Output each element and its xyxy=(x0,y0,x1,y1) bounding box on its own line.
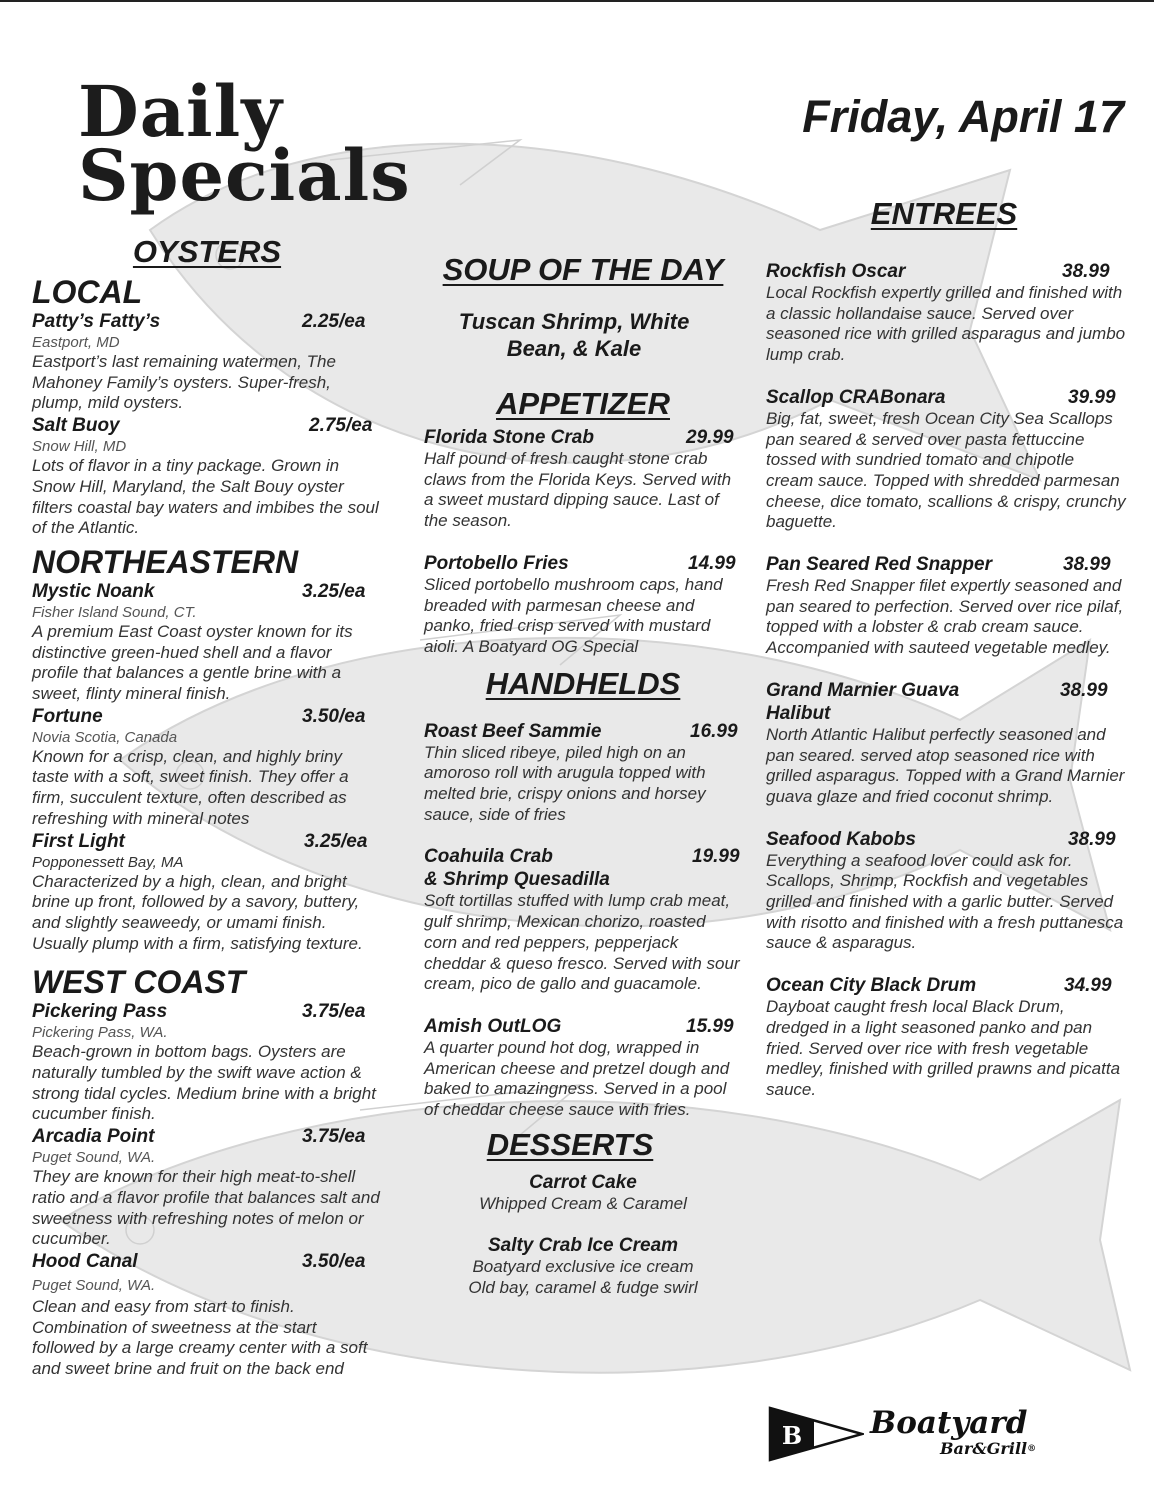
oysters-column xyxy=(32,234,382,1380)
item-description: A quarter pound hot dog, wrapped in American cheese and pretzel dough and baked to amazingness. Served in a pool of cheddar cheese sauce with fries. xyxy=(424,1037,730,1120)
item-name: Pickering Pass xyxy=(32,1001,168,1023)
appetizer-item xyxy=(424,552,742,658)
item-name: Fortune xyxy=(32,705,103,727)
item-description: Half pound of fresh caught stone crab claws from the Florida Keys. Served with a sweet mustard dipping sauce. Last of the season. xyxy=(424,449,732,531)
item-name: Salt Buoy xyxy=(32,415,120,437)
item-name: Grand Marnier Guava xyxy=(766,679,960,701)
item-description: Dayboat caught fresh local Black Drum, dredged in a light seasoned panko and pan fried. Served over rice with fresh vegetable medley, finished with grilled prawns and picatta sauce. xyxy=(766,997,1121,1099)
item-price: 29.99 xyxy=(686,427,734,448)
middle-column xyxy=(424,252,742,1299)
item-price: 19.99 xyxy=(692,846,740,868)
item-location: Eastport, MD xyxy=(32,334,120,351)
item-location: Pickering Pass, WA. xyxy=(32,1024,168,1042)
oysters-heading: OYSTERS xyxy=(132,234,282,269)
item-name: First Light xyxy=(32,830,125,852)
handheld-item xyxy=(424,845,742,995)
item-description: A premium East Coast oyster known for its distinctive green-hued shell and a flavor profile that balances a gentle brine with a sweet, flinty mineral finish. xyxy=(32,621,353,704)
item-location: Novia Scotia, Canada xyxy=(32,728,178,746)
item-description: Fresh Red Snapper filet expertly seasoned and pan seared to perfection. Served over rice pilaf, topped with a lobster & crab cream sauce. Accompanied with sauteed vegetable medley. xyxy=(766,576,1124,658)
oyster-item xyxy=(32,705,382,830)
item-description: Lots of flavor in a tiny package. Grown in Snow Hill, Maryland, the Salt Bouy oyster filters coastal bay waters and imbibes the soul of the Atlantic. xyxy=(32,456,379,538)
item-price: 2.25/ea xyxy=(302,311,366,332)
item-description: Clean and easy from start to finish. Combination of sweetness at the start followed by a large creamy center with a soft and sweet brine and fruit on the back end xyxy=(32,1296,368,1379)
registered-mark: ® xyxy=(1027,1444,1037,1454)
dessert-item xyxy=(424,1171,742,1215)
item-name: Hood Canal xyxy=(32,1250,138,1272)
handhelds-heading: HANDHELDS xyxy=(485,665,681,701)
dessert-description-line-1: Boatyard exclusive ice cream xyxy=(472,1257,694,1277)
entree-item xyxy=(766,386,1126,533)
item-name: Amish OutLOG xyxy=(424,1015,562,1037)
item-price: 15.99 xyxy=(686,1015,734,1037)
soup-line-1: Tuscan Shrimp, White xyxy=(458,309,690,334)
item-description: Eastport’s last remaining watermen, The Mahoney Family’s oysters. Super-fresh, plump, mild oysters. xyxy=(32,352,336,413)
appetizer-heading: APPETIZER xyxy=(496,386,670,421)
item-price: 38.99 xyxy=(1063,554,1111,576)
item-name: Mystic Noank xyxy=(32,580,155,602)
logo-name: Boatyard xyxy=(870,1405,1028,1441)
item-name: Portobello Fries xyxy=(424,552,569,574)
item-description: Soft tortillas stuffed with lump crab meat, gulf shrimp, Mexican chorizo, roasted corn and red peppers, pepperjack cheddar & queso fresco. Served with sour cream, pico de gallo and guacamole. xyxy=(424,891,740,994)
soup-of-the-day xyxy=(424,308,724,362)
item-location: Fisher Island Sound, CT. xyxy=(32,603,197,621)
item-price: 39.99 xyxy=(1068,386,1116,408)
oyster-item xyxy=(32,414,382,539)
logo-tagline-text: Bar&Grill xyxy=(940,1439,1028,1458)
item-description: North Atlantic Halibut perfectly seasoned and pan seared. served atop seasoned rice with grilled asparagus. Topped with a Grand Marnier guava glaze and fried coconut shrimp. xyxy=(766,724,1125,806)
handheld-item xyxy=(424,720,742,826)
west-coast-heading: WEST COAST xyxy=(32,964,246,1001)
item-name: Pan Seared Red Snapper xyxy=(766,554,992,576)
handheld-item xyxy=(424,1015,742,1121)
entrees-heading: ENTREES xyxy=(870,196,1018,231)
item-price: 38.99 xyxy=(1060,679,1108,701)
entree-item xyxy=(766,553,1126,659)
title-line-1: Daily xyxy=(78,70,283,153)
dessert-description: Whipped Cream & Caramel xyxy=(479,1193,687,1213)
item-price: 34.99 xyxy=(1064,975,1112,997)
item-price: 3.50/ea xyxy=(302,1250,366,1272)
item-name: Scallop CRABonara xyxy=(766,386,946,408)
item-description: Beach-grown in bottom bags. Oysters are naturally tumbled by the swift wave action & strong tidal cycles. Medium brine with a bright cucumber finish. xyxy=(32,1042,376,1124)
item-name: Coahuila Crab xyxy=(424,846,553,868)
oyster-item xyxy=(32,580,382,705)
item-price: 16.99 xyxy=(690,720,738,742)
item-description: Everything a seafood lover could ask for. Scallops, Shrimp, Rockfish and vegetables grilled and finished with a garlic butter. Served with risotto and finished with a fresh puttanesca sauce & asparagus. xyxy=(766,850,1124,953)
item-location: Puget Sound, WA. xyxy=(32,1276,156,1294)
item-description: Characterized by a high, clean, and bright brine up front, followed by a savory, buttery, and slightly seaweedy, or umami finish. Usually plump with a firm, satisfying texture. xyxy=(32,871,363,953)
item-description: Sliced portobello mushroom caps, hand breaded with parmesan cheese and panko, fried crisp served with mustard aioli. A Boatyard OG Special xyxy=(424,574,723,656)
item-description: Local Rockfish expertly grilled and finished with a classic hollandaise sauce. Served over seasoned rice with grilled asparagus and jumbo lump crab. xyxy=(766,283,1126,365)
item-name: Rockfish Oscar xyxy=(766,261,906,282)
item-price: 3.75/ea xyxy=(302,1126,366,1148)
local-heading: LOCAL xyxy=(32,274,143,310)
title-line-2: Specials xyxy=(78,134,411,217)
item-name: Patty’s Fatty’s xyxy=(32,311,161,332)
item-name-line-2: & Shrimp Quesadilla xyxy=(424,869,610,891)
boatyard-logo xyxy=(768,1404,1068,1464)
item-price: 3.25/ea xyxy=(302,580,366,602)
item-price: 38.99 xyxy=(1062,261,1110,282)
item-location: Puget Sound, WA. xyxy=(32,1149,156,1167)
item-price: 3.50/ea xyxy=(302,705,366,727)
dessert-name: Carrot Cake xyxy=(529,1171,637,1193)
dessert-name: Salty Crab Ice Cream xyxy=(487,1235,679,1257)
dessert-item xyxy=(424,1234,742,1298)
soup-line-2: Bean, & Kale xyxy=(506,336,642,361)
item-price: 2.75/ea xyxy=(309,415,373,437)
appetizer-item xyxy=(424,426,742,532)
item-description: Thin sliced ribeye, piled high on an amoroso roll with arugula topped with melted brie, crispy onions and horsey sauce, side of fries xyxy=(424,742,706,824)
northeastern-heading: NORTHEASTERN xyxy=(32,543,299,580)
item-price: 3.25/ea xyxy=(304,830,368,852)
item-name: Ocean City Black Drum xyxy=(766,975,977,997)
item-description: They are known for their high meat-to-shell ratio and a flavor profile that balances salt and sweetness with refreshing notes of melon or cucumber. xyxy=(32,1167,380,1249)
page-title xyxy=(78,70,411,217)
entree-item xyxy=(766,260,1126,366)
entree-item xyxy=(766,828,1126,955)
item-description: Big, fat, sweet, fresh Ocean City Sea Scallops pan seared & served over pasta fettuccine tossed with sundried tomato and chipotle cream sauce. Topped with shredded parmesan cheese, dice tomato, scallions & crispy, crunchy baguette. xyxy=(766,408,1126,532)
oyster-item xyxy=(32,830,382,955)
item-description: Known for a crisp, clean, and highly briny taste with a soft, sweet finish. They offer a firm, succulent texture, often described as refreshing with mineral notes xyxy=(32,746,349,828)
item-location: Popponessett Bay, MA xyxy=(32,853,184,871)
entree-item xyxy=(766,679,1126,808)
flag-letter: B xyxy=(781,1421,803,1450)
oyster-item xyxy=(32,1125,382,1250)
item-name: Florida Stone Crab xyxy=(424,427,594,448)
dessert-description-line-2: Old bay, caramel & fudge swirl xyxy=(468,1278,698,1298)
item-name: Arcadia Point xyxy=(32,1126,155,1148)
oyster-item xyxy=(32,1000,382,1125)
oyster-item xyxy=(32,310,382,414)
entree-item xyxy=(766,974,1126,1101)
item-price: 3.75/ea xyxy=(302,1001,366,1023)
soup-heading: SOUP OF THE DAY xyxy=(442,252,724,287)
item-price: 14.99 xyxy=(688,552,736,574)
item-name: Seafood Kabobs xyxy=(766,828,916,850)
item-price: 38.99 xyxy=(1068,828,1116,850)
item-name: Roast Beef Sammie xyxy=(424,720,602,742)
entrees-column xyxy=(766,196,1126,1101)
item-name-line-2: Halibut xyxy=(766,702,831,724)
flag-icon xyxy=(768,1406,864,1462)
desserts-heading: DESSERTS xyxy=(486,1126,654,1162)
item-location: Snow Hill, MD xyxy=(32,438,127,456)
menu-date: Friday, April 17 xyxy=(802,91,1124,142)
logo-tagline xyxy=(940,1440,1036,1458)
oyster-item xyxy=(32,1250,382,1380)
